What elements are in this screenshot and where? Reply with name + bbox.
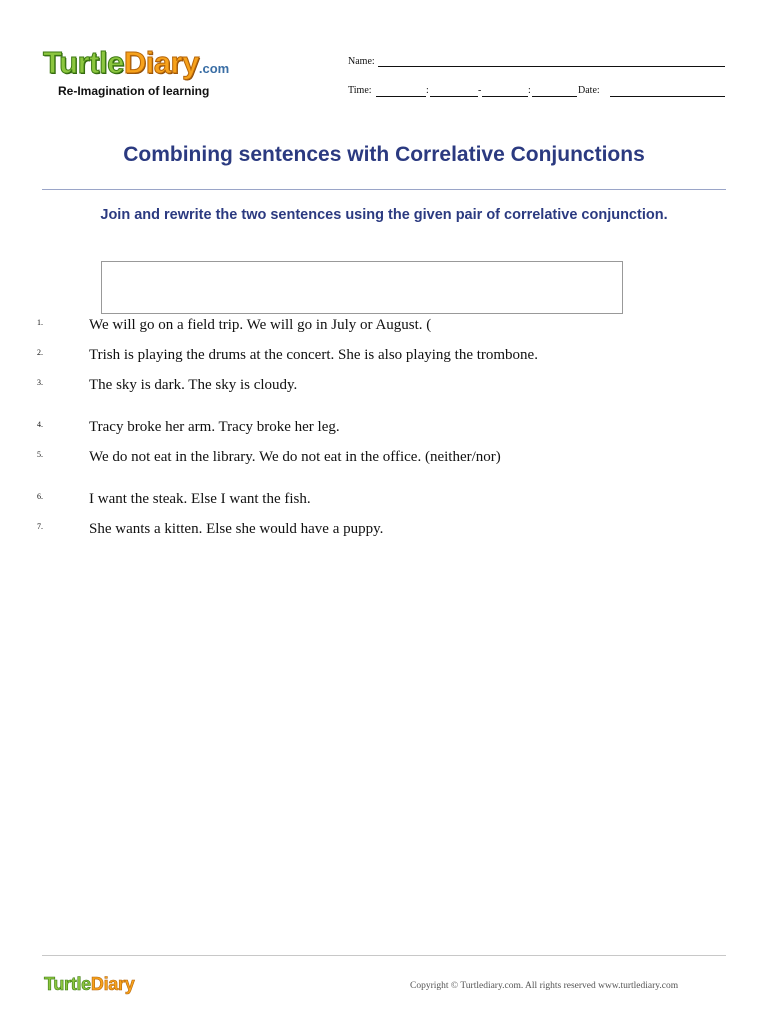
- date-label: Date:: [578, 85, 600, 96]
- time-dash: -: [478, 85, 482, 96]
- footer-logo: [44, 974, 134, 995]
- time-end-minute-line[interactable]: [532, 96, 577, 97]
- footer-logo-diary-text: Diary: [90, 974, 135, 994]
- time-label: Time:: [348, 85, 372, 96]
- worksheet-instructions: Join and rewrite the two sentences using the given pair of correlative conjunction.: [100, 207, 668, 223]
- logo-tagline: Re-Imagination of learning: [58, 84, 210, 98]
- date-field-line[interactable]: [610, 96, 725, 97]
- question-number: 6.: [37, 492, 43, 501]
- time-end-hour-line[interactable]: [482, 96, 528, 97]
- logo-com-text: .com: [198, 61, 230, 76]
- question-text: Trish is playing the drums at the concert. She is also playing the trombone.: [89, 347, 538, 363]
- logo-diary-text: Diary: [123, 45, 199, 80]
- time-hour-line[interactable]: [376, 96, 426, 97]
- question-text: She wants a kitten. Else she would have a puppy.: [89, 521, 384, 537]
- question-number: 3.: [37, 378, 43, 387]
- worksheet-title: Combining sentences with Correlative Conjunctions: [123, 143, 645, 166]
- footer-logo-turtle-text: Turtle: [44, 974, 91, 994]
- name-label: Name:: [348, 56, 375, 67]
- name-field-line[interactable]: [378, 66, 725, 67]
- question-number: 4.: [37, 420, 43, 429]
- footer-divider: [42, 955, 726, 956]
- question-number: 1.: [37, 318, 43, 327]
- question-text: Tracy broke her arm. Tracy broke her leg.: [89, 419, 340, 435]
- question-text: We will go on a field trip. We will go in July or August. (: [89, 317, 432, 333]
- question-text: I want the steak. Else I want the fish.: [89, 491, 311, 507]
- question-text: The sky is dark. The sky is cloudy.: [89, 377, 298, 393]
- title-divider: [42, 189, 726, 190]
- conjunction-word-box: [101, 261, 623, 314]
- turtle-diary-logo: [43, 46, 229, 86]
- time-minute-line[interactable]: [430, 96, 478, 97]
- question-number: 5.: [37, 450, 43, 459]
- question-number: 2.: [37, 348, 43, 357]
- time-separator-2: :: [528, 85, 531, 96]
- question-text: We do not eat in the library. We do not eat in the office. (neither/nor): [89, 449, 501, 465]
- logo-turtle-text: Turtle: [43, 45, 124, 80]
- time-separator: :: [426, 85, 429, 96]
- question-number: 7.: [37, 522, 43, 531]
- copyright-text: Copyright © Turtlediary.com. All rights reserved www.turtlediary.com: [410, 981, 679, 991]
